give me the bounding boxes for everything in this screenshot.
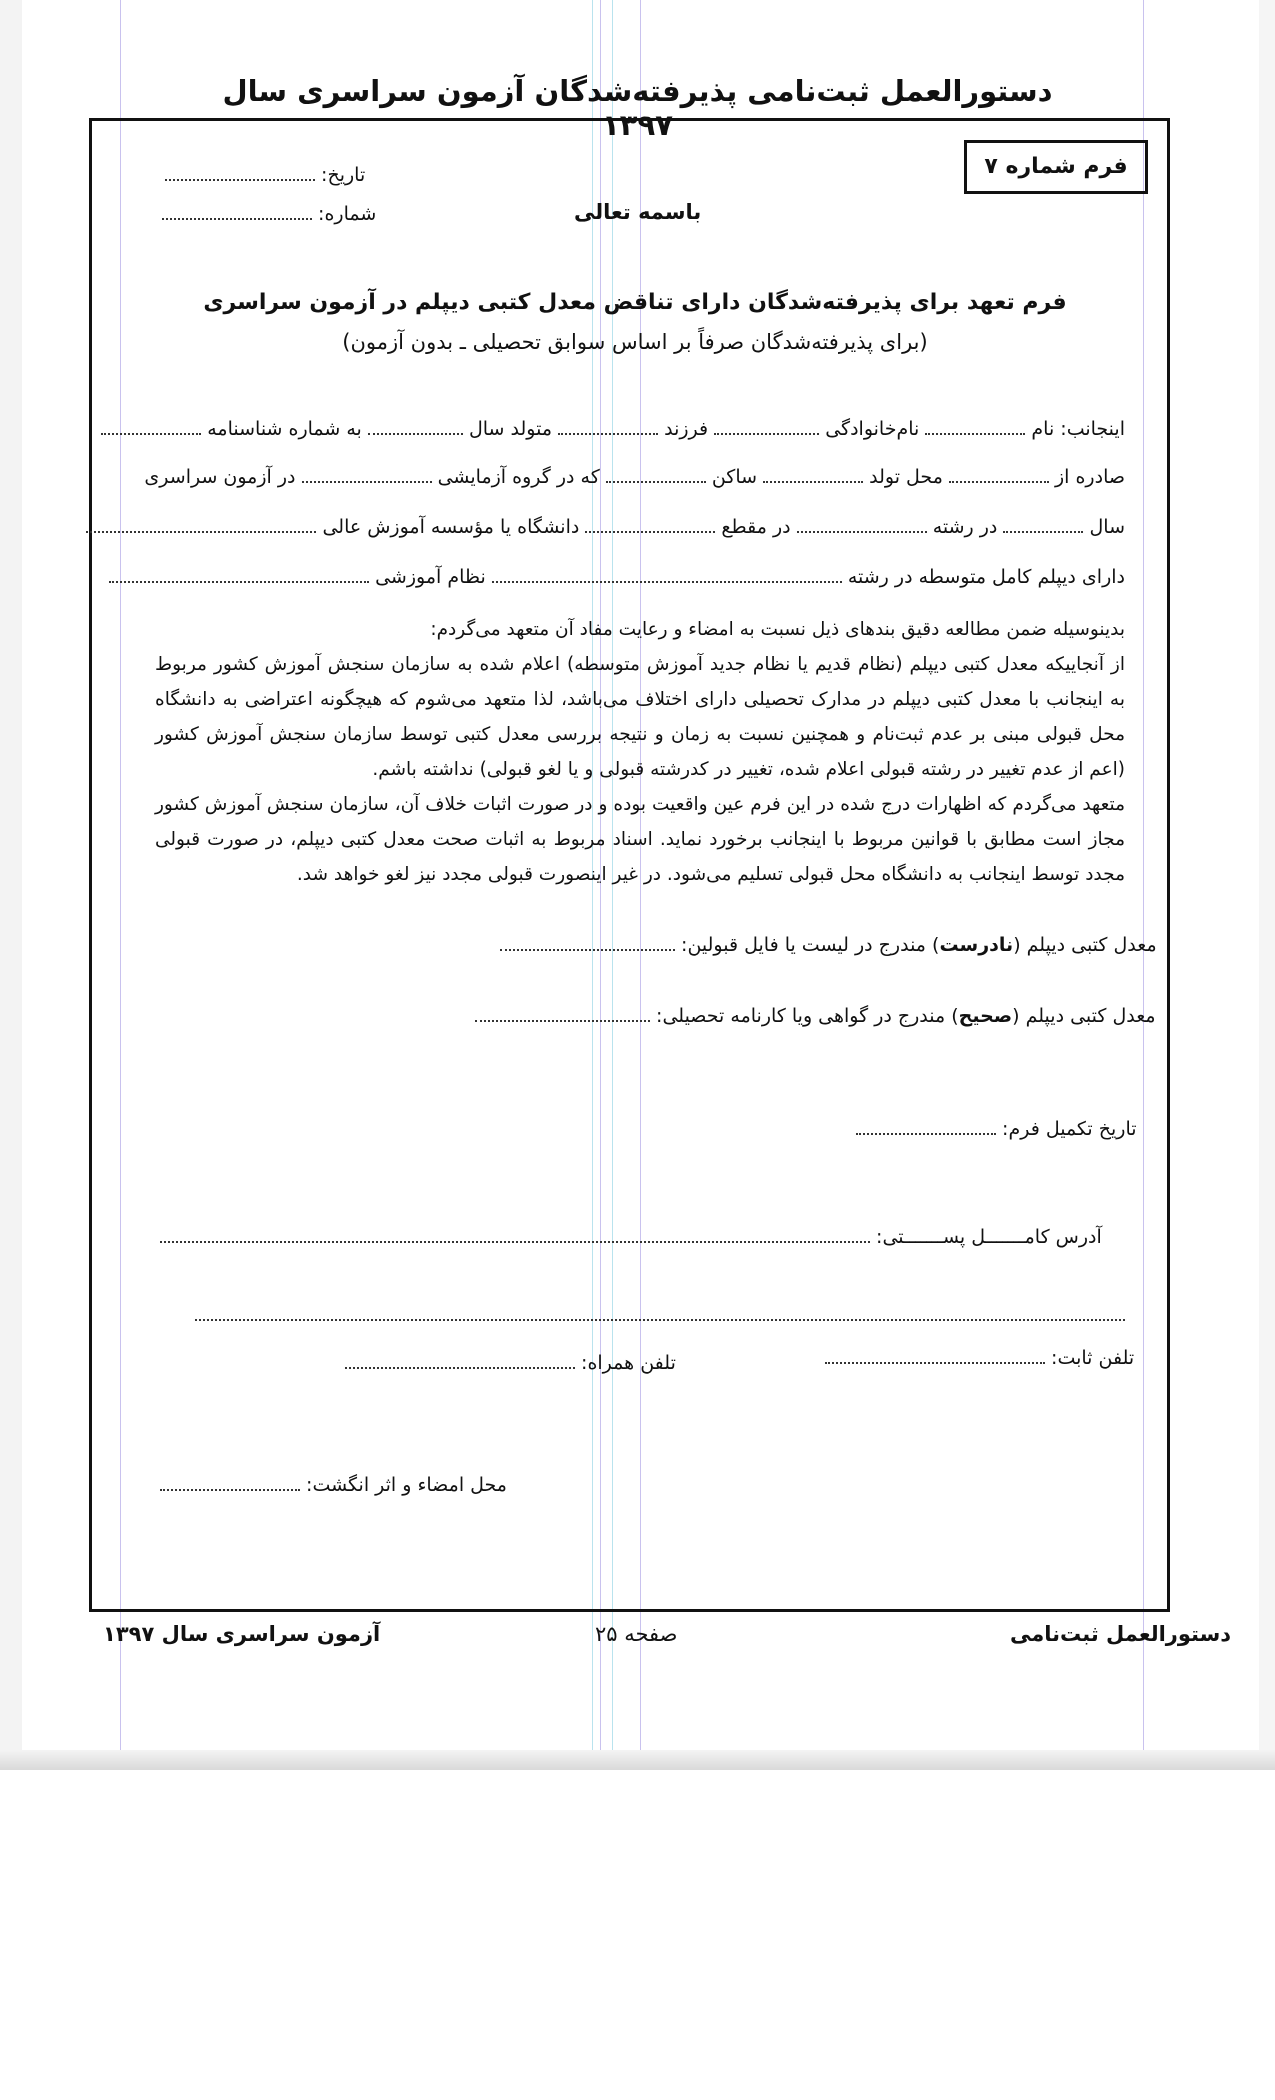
form-title: فرم تعهد برای پذیرفته‌شدگان دارای تناقض معدل کتبی دیپلم در آزمون سراسری [203, 290, 1067, 315]
gpa-incorrect-prefix: معدل کتبی دیپلم ( [1013, 934, 1157, 956]
number-field [162, 203, 376, 225]
gpa-correct-field [475, 1005, 1156, 1027]
postal-address-blank[interactable] [160, 1240, 870, 1243]
postal-address-blank-2[interactable] [195, 1318, 1125, 1321]
national-exam-label: در آزمون سراسری [144, 466, 296, 488]
mobile-blank[interactable] [345, 1366, 575, 1369]
residence-blank[interactable] [606, 480, 706, 483]
form-subtitle: (برای پذیرفته‌شدگان صرفاً بر اساس سوابق تحصیلی ـ بدون آزمون) [342, 330, 928, 354]
gpa-correct-blank[interactable] [475, 1019, 650, 1022]
id-number-label: به شماره شناسنامه [207, 418, 362, 440]
postal-address-label: آدرس کامـــــــل پســـــــتی: [876, 1226, 1102, 1248]
form-line-origin [144, 466, 1125, 488]
diploma-field-blank[interactable] [492, 580, 842, 583]
gpa-incorrect-blank[interactable] [500, 948, 675, 951]
name-label: اینجانب: نام [1031, 418, 1125, 440]
date-blank[interactable] [165, 178, 315, 181]
education-system-blank[interactable] [109, 580, 369, 583]
date-label: تاریخ: [321, 164, 366, 186]
name-blank[interactable] [925, 432, 1025, 435]
signature-field [160, 1474, 507, 1496]
id-number-blank[interactable] [101, 432, 201, 435]
mobile-field [345, 1352, 676, 1374]
family-name-label: نام‌خانوادگی [825, 418, 920, 440]
year-label: سال [1089, 516, 1125, 538]
form-line-identity [165, 418, 1125, 440]
birthplace-blank[interactable] [763, 480, 863, 483]
postal-address-line-2[interactable] [195, 1306, 1125, 1325]
completion-date-label: تاریخ تکمیل فرم: [1002, 1118, 1137, 1140]
landline-blank[interactable] [825, 1361, 1045, 1364]
birth-year-blank[interactable] [368, 432, 463, 435]
number-blank[interactable] [162, 217, 312, 220]
commitment-paragraph-1: از آنجاییکه معدل کتبی دیپلم (نظام قدیم یا نظام جدید آموزش متوسطه) اعلام شده به سازمان سنجش آموزش کشور مربوط به اینجانب با معدل کتبی دیپلم در مدارک تحصیلی دارای اختلاف می‌باشد، لذا متعهد می‌شوم که هیچگونه اعتراضی به دانشگاه محل قبولی مبنی بر عدم ثبت‌نام و همچنین نسبت به زمان و نتیجه بررسی معدل کتبی توسط سازمان سنجش آموزش کشور (اعم از عدم تغییر در رشته قبولی اعلام شده، تغییر در کدرشته قبولی و یا لغو قبولی) نداشته باشم. [155, 654, 1125, 780]
number-label: شماره: [318, 203, 377, 225]
diploma-field-label: دارای دیپلم کامل متوسطه در رشته [847, 566, 1125, 588]
basmala: باسمه تعالی [574, 200, 702, 224]
issued-from-label: صادره از [1054, 466, 1125, 488]
page-header-title: دستورالعمل ثبت‌نامی پذیرفته‌شدگان آزمون سراسری سال ۱۳۹۷ [222, 74, 1053, 142]
signature-label: محل امضاء و اثر انگشت: [306, 1474, 507, 1496]
mobile-label: تلفن همراه: [581, 1352, 676, 1374]
year-blank[interactable] [1003, 530, 1083, 533]
commitment-text [155, 612, 1125, 892]
university-label: دانشگاه یا مؤسسه آموزش عالی [322, 516, 580, 538]
form-line-admission [165, 516, 1125, 538]
footer-left: آزمون سراسری سال ۱۳۹۷ [103, 1622, 381, 1646]
gpa-incorrect-field [500, 934, 1157, 956]
field-blank[interactable] [797, 530, 927, 533]
birthplace-label: محل تولد [869, 466, 943, 488]
family-name-blank[interactable] [714, 432, 819, 435]
gpa-incorrect-suffix: ) مندرج در لیست یا فایل قبولین: [681, 934, 940, 956]
page-number: صفحه ۲۵ [595, 1622, 678, 1646]
completion-date-blank[interactable] [856, 1132, 996, 1135]
gpa-correct-suffix: ) مندرج در گواهی ویا کارنامه تحصیلی: [656, 1005, 959, 1027]
education-system-label: نظام آموزشی [375, 566, 486, 588]
exam-group-blank[interactable] [302, 480, 432, 483]
scan-edge-left [0, 0, 22, 1770]
completion-date-field [856, 1118, 1137, 1140]
gpa-correct-emphasis: صحیح [958, 1005, 1013, 1027]
exam-group-label: که در گروه آزمایشی [437, 466, 600, 488]
signature-blank[interactable] [160, 1488, 300, 1491]
resident-label: ساکن [711, 466, 758, 488]
scan-edge-right [1259, 0, 1275, 1770]
date-field [165, 164, 365, 186]
field-label: در رشته [932, 516, 998, 538]
form-number-box: فرم شماره ۷ [964, 140, 1148, 194]
landline-field [825, 1347, 1134, 1369]
issued-from-blank[interactable] [949, 480, 1049, 483]
birth-year-label: متولد سال [468, 418, 552, 440]
level-label: در مقطع [721, 516, 791, 538]
child-of-label: فرزند [664, 418, 709, 440]
commitment-paragraph-2: متعهد می‌گردم که اظهارات درج شده در این فرم عین واقعیت بوده و در صورت اثبات خلاف آن، سازمان سنجش آموزش کشور مجاز است مطابق با قوانین مربوط با اینجانب برخورد نماید. اسناد مربوط به اثبات صحت معدل کتبی دیپلم، در صورت قبولی مجدد توسط اینجانب به دانشگاه محل قبولی تسلیم می‌شود. در غیر اینصورت قبولی مجدد نیز لغو خواهد شد. [155, 794, 1125, 885]
postal-address-field [160, 1226, 1102, 1248]
gpa-incorrect-emphasis: نادرست [939, 934, 1014, 956]
level-blank[interactable] [585, 530, 715, 533]
university-blank[interactable] [86, 530, 316, 533]
commitment-intro: بدینوسیله ضمن مطالعه دقیق بندهای ذیل نسبت به امضاء و رعایت مفاد آن متعهد می‌گردم: [430, 619, 1125, 640]
footer-right: دستورالعمل ثبت‌نامی [1010, 1622, 1232, 1646]
father-name-blank[interactable] [558, 432, 658, 435]
landline-label: تلفن ثابت: [1051, 1347, 1135, 1369]
gpa-correct-prefix: معدل کتبی دیپلم ( [1012, 1005, 1156, 1027]
form-line-diploma [165, 566, 1125, 588]
page-bottom-edge [0, 1750, 1275, 1770]
